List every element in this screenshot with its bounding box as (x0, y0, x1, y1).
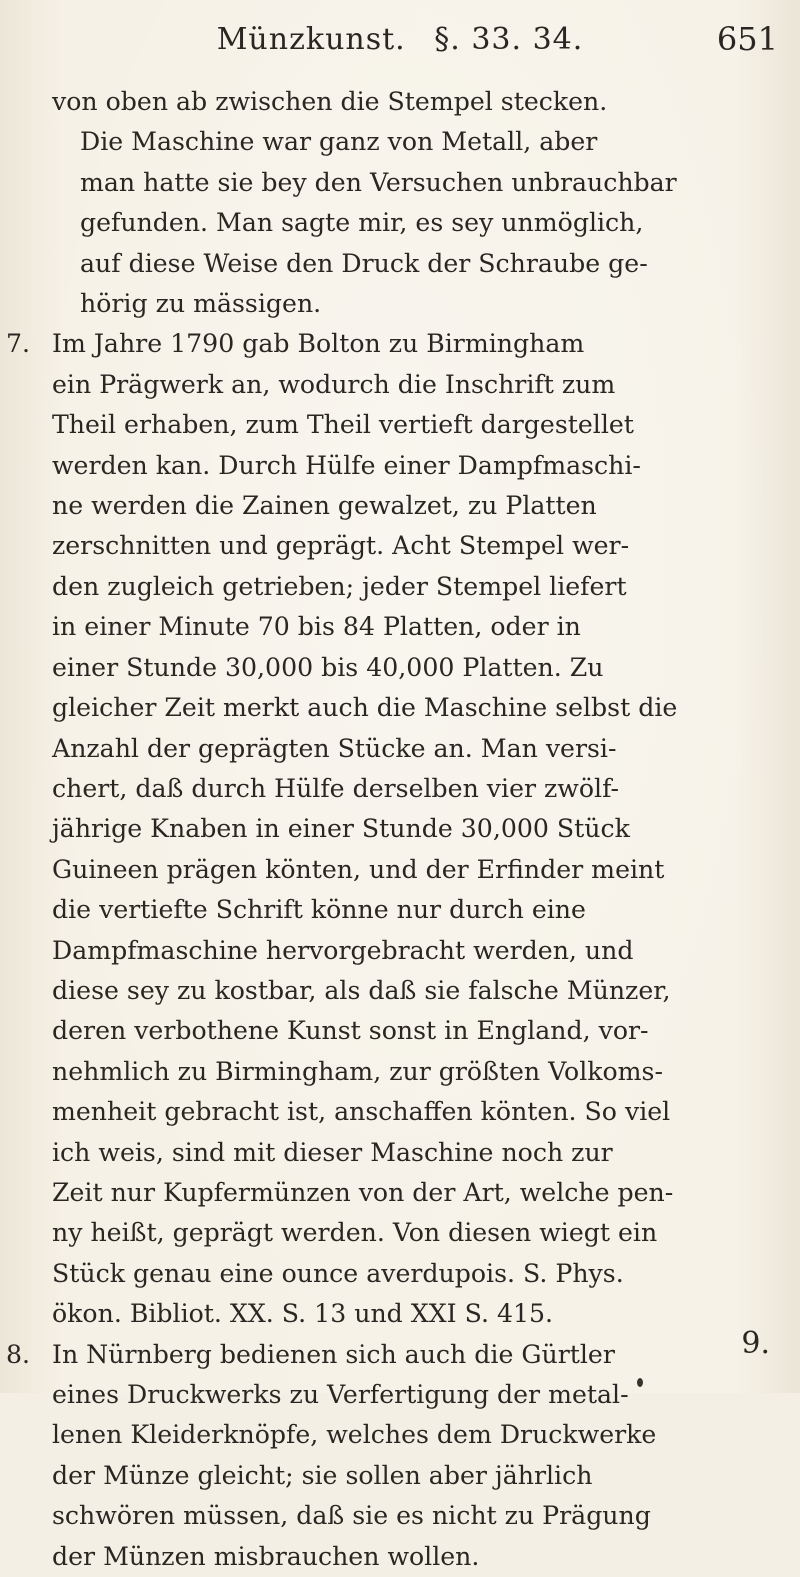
catchword: 9. (741, 1326, 770, 1361)
page-header (0, 8, 800, 78)
text-line: nehmlich zu Birmingham, zur größten Volkoms- (52, 1056, 663, 1086)
text-line: man hatte sie bey den Versuchen unbrauchbar (80, 167, 677, 197)
text-line: menheit gebracht ist, anschaffen könten. So viel (52, 1097, 671, 1127)
paragraph-7 (0, 324, 774, 1334)
ink-blot (637, 1378, 643, 1387)
paragraph-number: 8. (5, 1339, 30, 1369)
running-head (0, 22, 800, 57)
text-line: ein Prägwerk an, wodurch die Inschrift zum (52, 369, 616, 399)
text-line: gleicher Zeit merkt auch die Maschine selbst die (52, 693, 678, 723)
text-line: in einer Minute 70 bis 84 Platten, oder in (52, 612, 581, 642)
text-line: den zugleich getrieben; jeder Stempel liefert (52, 571, 627, 601)
text-line: chert, daß durch Hülfe derselben vier zwölf- (52, 773, 620, 803)
text-line: eines Druckwerks zu Verfertigung der metal- (52, 1380, 629, 1409)
text-line: hörig zu mässigen. (80, 289, 322, 319)
page-number: 651 (716, 20, 778, 58)
text-line: einer Stunde 30,000 bis 40,000 Platten. Zu (52, 652, 604, 682)
text-line: ökon. Bibliot. XX. S. 13 und XXI S. 415. (52, 1299, 554, 1329)
body-text (5, 82, 774, 1577)
text-line: ich weis, sind mit dieser Maschine noch zur (52, 1137, 613, 1167)
running-title: Münzkunst. (216, 22, 406, 57)
text-line: Im Jahre 1790 gab Bolton zu Birmingham (52, 329, 585, 359)
text-line: jährige Knaben in einer Stunde 30,000 Stück (52, 814, 630, 844)
text-line: lenen Kleiderknöpfe, welches dem Druckwerke (52, 1420, 657, 1450)
text-line: der Münze gleicht; sie sollen aber jährlich (52, 1460, 593, 1490)
text-line: gefunden. Man sagte mir, es sey unmöglich, (80, 208, 644, 238)
text-line: deren verbothene Kunst sonst in England, vor- (52, 1016, 649, 1046)
text-line: Anzahl der geprägten Stücke an. Man versi- (52, 733, 617, 763)
text-line: ny heißt, geprägt werden. Von diesen wiegt ein (52, 1218, 658, 1248)
text-line: schwören müssen, daß sie es nicht zu Prägung (52, 1501, 651, 1531)
paragraph-8 (0, 1335, 774, 1577)
paragraph-continued (52, 82, 774, 324)
text-line: diese sey zu kostbar, als daß sie falsche Münzer, (52, 975, 671, 1005)
text-line: ne werden die Zainen gewalzet, zu Platten (52, 491, 597, 521)
text-line: zerschnitten und geprägt. Acht Stempel wer- (52, 531, 630, 561)
text-line: Zeit nur Kupfermünzen von der Art, welche pen- (52, 1177, 674, 1207)
section-reference: §. 33. 34. (434, 22, 584, 57)
text-line: werden kan. Durch Hülfe einer Dampfmaschi- (52, 450, 641, 480)
text-line: die vertiefte Schrift könne nur durch eine (52, 895, 586, 925)
text-line: Die Maschine war ganz von Metall, aber (80, 127, 598, 157)
text-line: Guineen prägen könten, und der Erfinder meint (52, 854, 665, 884)
paragraph-number: 7. (5, 329, 30, 359)
text-line: Stück genau eine ounce averdupois. S. Phys. (52, 1258, 624, 1288)
text-line: der Münzen misbrauchen wollen. (52, 1541, 480, 1571)
text-line: In Nürnberg bedienen sich auch die Gürtler (52, 1339, 615, 1369)
text-line: von oben ab zwischen die Stempel stecken. (52, 87, 608, 116)
text-line: auf diese Weise den Druck der Schraube ge- (80, 248, 648, 278)
text-line: Dampfmaschine hervorgebracht werden, und (52, 935, 634, 965)
text-line: Theil erhaben, zum Theil vertieft dargestellet (52, 410, 634, 440)
